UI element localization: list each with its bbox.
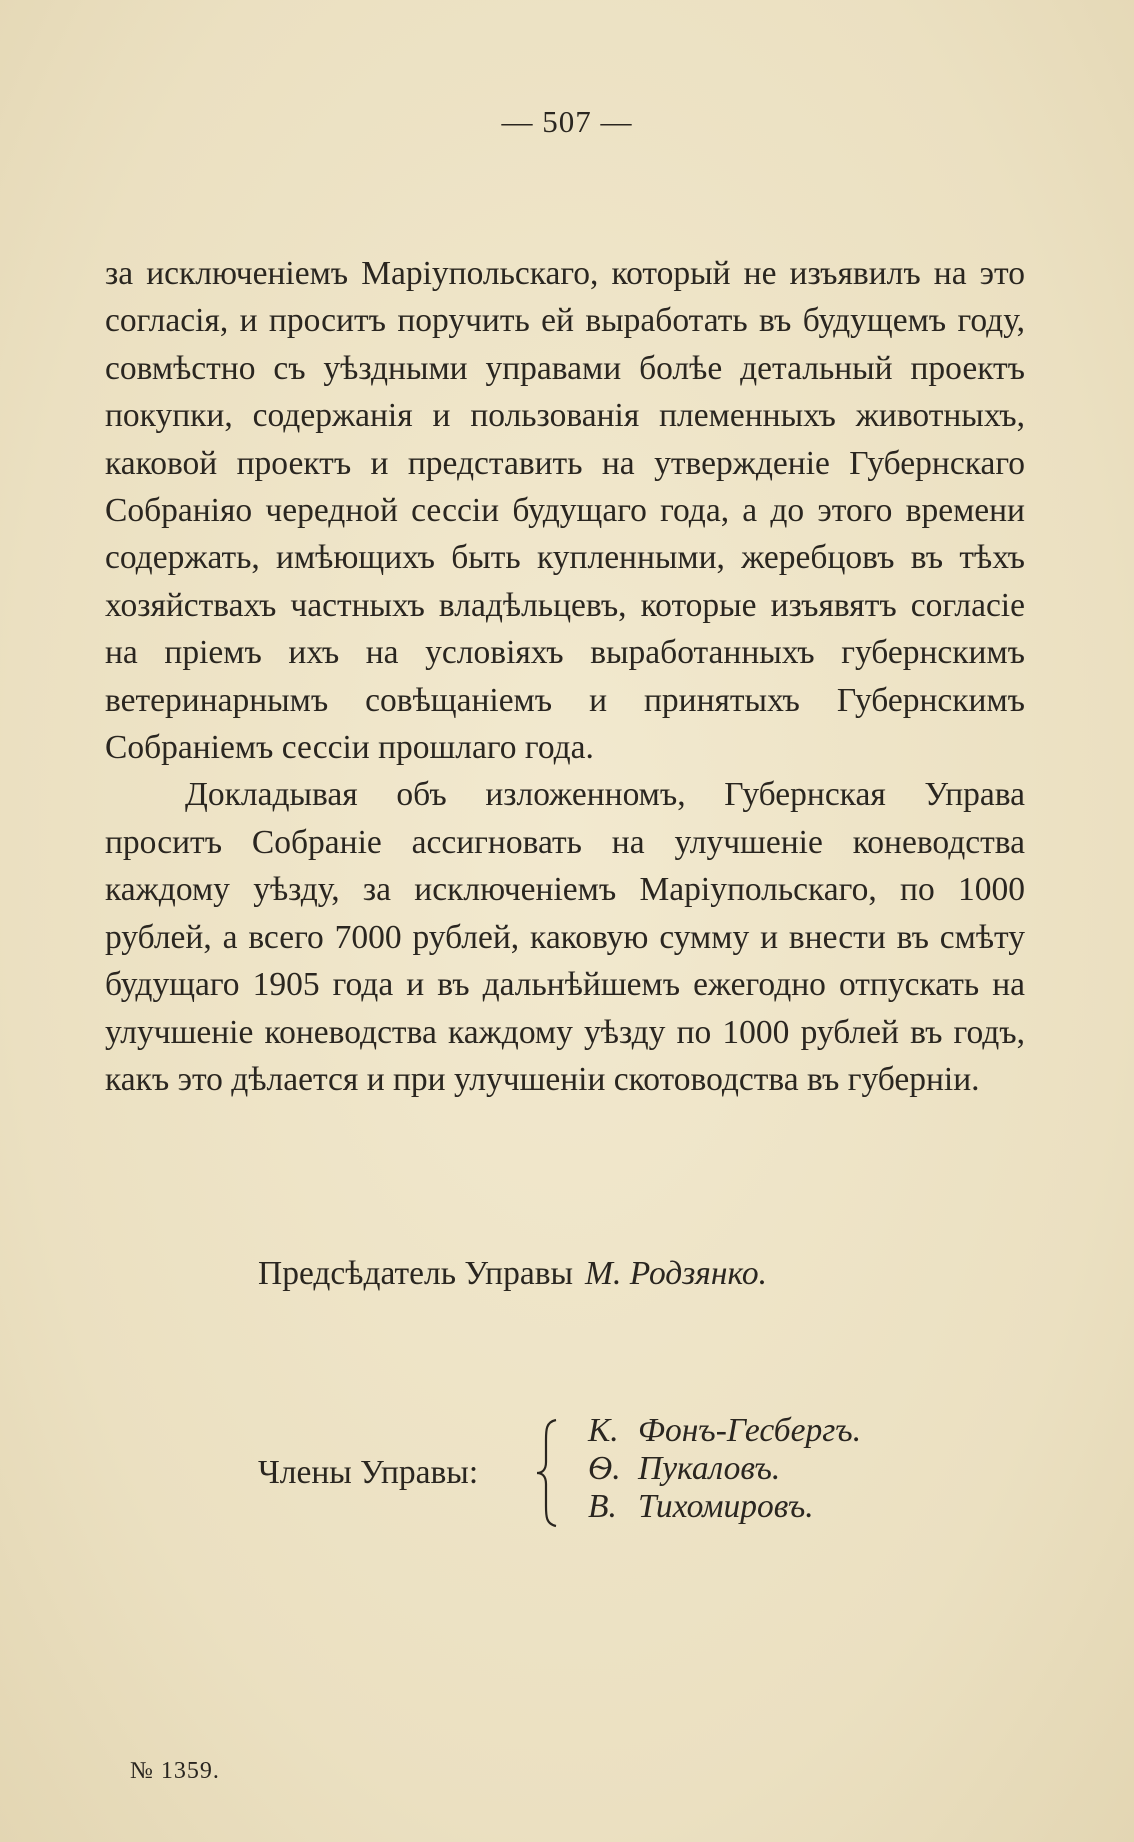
member-initial: Ѳ. bbox=[588, 1450, 621, 1487]
member-row bbox=[588, 1450, 861, 1488]
paragraph-1: за исключеніемъ Маріупольскаго, который не изъявилъ на это согласія, и проситъ поручить ей выработать въ будущемъ году, совмѣстно съ уѣздными управами болѣе детальный проектъ покупки, содержанія и пользованія племенныхъ животныхъ, каковой проектъ и представить на утвержденіе Губернскаго Собраніяо чередной сессіи будущаго года, а до этого времени содержать, имѣющихъ быть купленными, жеребцовъ въ тѣхъ хозяйствахъ частныхъ владѣльцевъ, которые изъявятъ согласіе на пріемъ ихъ на условіяхъ выработанныхъ губернскимъ ветеринарнымъ совѣщаніемъ и принятыхъ Губернскимъ Собраніемъ сессіи прошлаго года. bbox=[105, 255, 1025, 767]
paragraph-2: Докладывая объ изложенномъ, Губернская Управа проситъ Собраніе ассигновать на улучшеніе коневодства каждому уѣзду, за исключеніемъ Маріупольскаго, по 1000 рублей, а всего 7000 рублей, каковую сумму и внести въ смѣту будущаго 1905 года и въ дальнѣйшемъ ежегодно отпускать на улучшеніе коневодства каждому уѣзду по 1000 рублей въ годъ, какъ это дѣлается и при улучшеніи скотоводства въ губерніи. bbox=[105, 776, 1025, 1098]
curly-brace bbox=[534, 1418, 564, 1528]
page-number: — 507 — bbox=[501, 104, 633, 139]
body-text bbox=[105, 250, 1025, 1103]
members-names bbox=[588, 1412, 861, 1526]
member-surname: Фонъ-Гесбергъ. bbox=[638, 1412, 862, 1449]
member-row bbox=[588, 1488, 861, 1526]
document-number: № 1359. bbox=[130, 1758, 220, 1784]
chairman-title: Предсѣдатель Управы bbox=[258, 1255, 574, 1292]
members-label: Члены Управы: bbox=[258, 1454, 479, 1491]
board-members bbox=[258, 1412, 958, 1528]
member-surname: Тихомировъ. bbox=[638, 1488, 814, 1525]
member-initial: К. bbox=[588, 1412, 619, 1449]
member-initial: В. bbox=[588, 1488, 617, 1525]
member-surname: Пукаловъ. bbox=[638, 1450, 781, 1487]
member-row bbox=[588, 1412, 861, 1450]
chairman-signature-line bbox=[258, 1255, 767, 1293]
chairman-signature: М. Родзянко. bbox=[585, 1255, 767, 1292]
